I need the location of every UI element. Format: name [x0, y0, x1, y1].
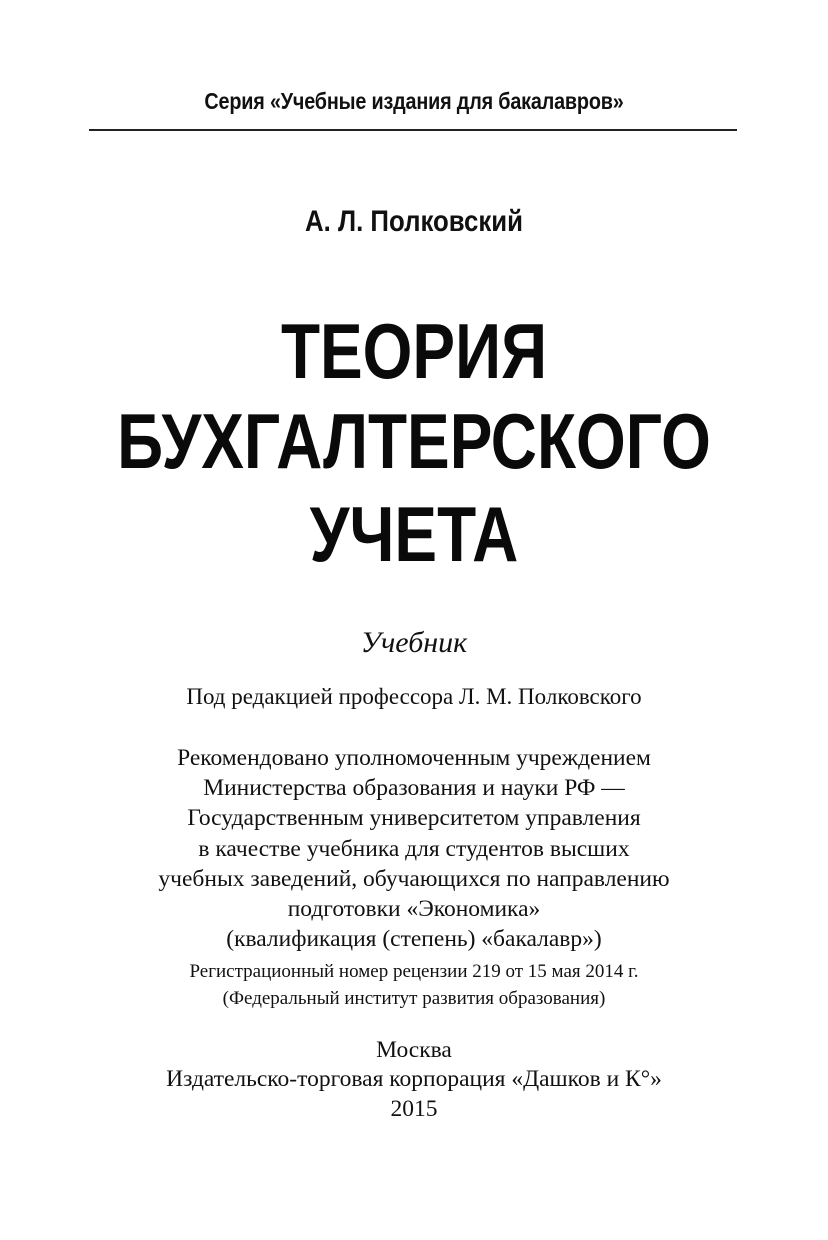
imprint-year: 2015 — [390, 1096, 438, 1122]
imprint-publisher: Издательско-торговая корпорация «Дашков и К°» — [166, 1066, 662, 1092]
series-title: Серия «Учебные издания для бакалавров» — [204, 88, 624, 114]
registration-institute: (Федеральный институт развития образования) — [222, 988, 606, 1009]
registration-number: Регистрационный номер рецензии 219 от 15 мая 2014 г. — [189, 961, 639, 982]
recommendation-line: в качестве учебника для студентов высших — [198, 836, 630, 862]
recommendation-line: (квалификация (степень) «бакалавр») — [226, 926, 602, 952]
author-name: А. Л. Полковский — [304, 205, 523, 238]
recommendation-line: учебных заведений, обучающихся по направлению — [158, 866, 670, 892]
recommendation-line: Государственным университетом управления — [187, 805, 641, 831]
book-title-line-2: БУХГАЛТЕРСКОГО — [117, 397, 711, 485]
book-title-line-1: ТЕОРИЯ — [280, 307, 548, 395]
recommendation-line: Министерства образования и науки РФ — — [203, 775, 625, 801]
imprint-city: Москва — [376, 1037, 452, 1063]
recommendation-line: Рекомендовано уполномоченным учреждением — [177, 745, 651, 771]
book-type: Учебник — [360, 626, 468, 659]
book-title-line-3: УЧЕТА — [309, 490, 519, 578]
editor-line: Под редакцией профессора Л. М. Полковского — [186, 684, 642, 709]
header-divider — [89, 129, 737, 131]
recommendation-line: подготовки «Экономика» — [287, 896, 541, 922]
